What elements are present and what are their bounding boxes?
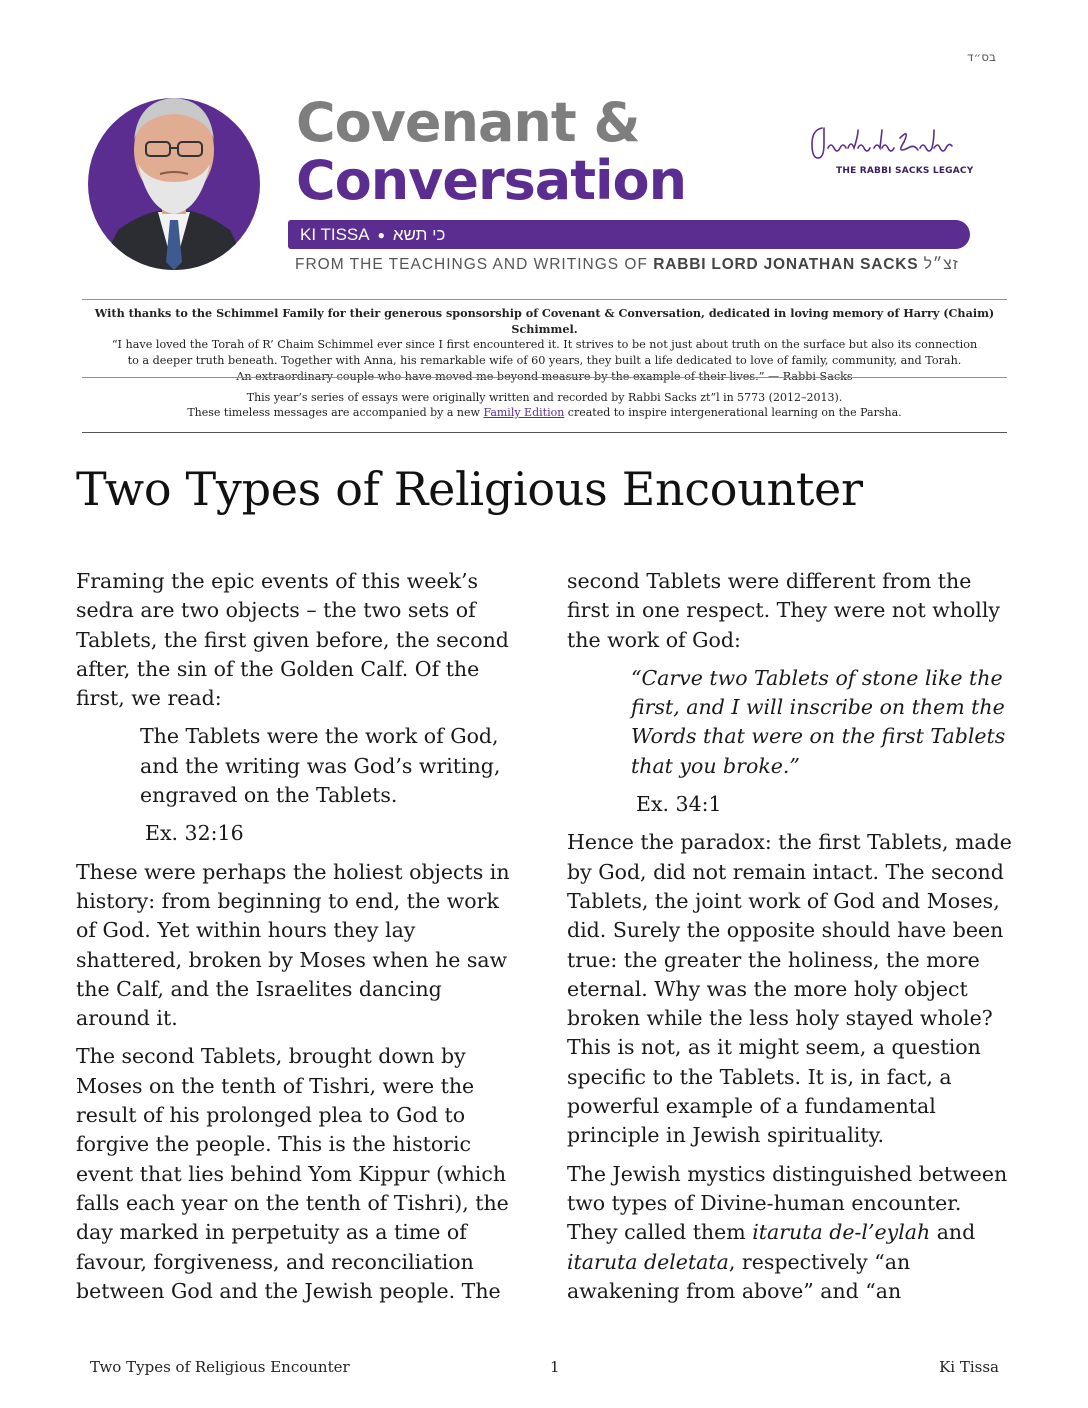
- article-column-right: [567, 567, 1012, 1315]
- sponsor-line-2: “I have loved the Torah of R’ Chaim Schimmel ever since I first encountered it. It strives to be not just about truth on the surface but also its connection: [111, 338, 978, 351]
- sponsor-dedication: [82, 305, 1007, 385]
- paragraph: Hence the paradox: the first Tablets, made by God, did not remain intact. The second Tablets, the joint work of God and Moses, did. Surely the opposite should have been true: the greater the holiness, the more eternal. Why was the more holy object broken while the less holy stayed whole? This is not, as it might seem, a question specific to the Tablets. It is, in fact, a powerful example of a fundamental principle in Jewish spirituality.: [567, 830, 1012, 1148]
- teachings-author: RABBI LORD JONATHAN SACKS: [653, 256, 919, 273]
- series-line-1: This year’s series of essays were originally written and recorded by Rabbi Sacks zt”l in 5773 (2012–2013).: [246, 391, 843, 404]
- footer-parsha: Ki Tissa: [939, 1358, 999, 1376]
- footer-title: Two Types of Religious Encounter: [90, 1358, 350, 1376]
- series-line-2-after: created to inspire intergenerational learning on the Parsha.: [567, 406, 902, 419]
- parsha-name-hebrew: כי תשא: [392, 224, 446, 244]
- brand-title-line1: Covenant &: [296, 91, 640, 154]
- rabbi-portrait-image: [88, 90, 262, 270]
- block-quote: “Carve two Tablets of stone like the first, and I will inscribe on them the Words that were on the first Tablets that you broke.”: [631, 665, 1006, 778]
- paragraph: Framing the epic events of this week’s sedra are two objects – the two sets of Tablets, the first given before, the second after, the sin of the Golden Calf. Of the first, we read:: [76, 569, 509, 711]
- divider-bottom: [82, 432, 1007, 433]
- parsha-name-english: KI TISSA: [300, 224, 370, 244]
- block-quote: The Tablets were the work of God, and the writing was God’s writing, engraved on the Tablets.: [140, 724, 501, 808]
- hebrew-term: itaruta deletata: [567, 1249, 729, 1274]
- paragraph: [567, 1160, 1012, 1306]
- hebrew-term: itaruta de-l’eylah: [752, 1220, 931, 1245]
- paragraph: The second Tablets, brought down by Moses on the tenth of Tishri, were the result of his prolonged plea to God to forgive the people. This is the historic event that lies behind Yom Kippur (which falls each year on the tenth of Tishri), the day marked in perpetuity as a time of favour, forgiveness, and reconciliation between God and the Jewish people. The: [76, 1044, 509, 1303]
- paragraph-text: , respectively “an awakening from above” and “an: [567, 1249, 911, 1303]
- paragraph: second Tablets were different from the first in one respect. They were not wholly the work of God:: [567, 569, 1000, 652]
- parsha-separator-dot: ●: [377, 227, 385, 242]
- quote-citation: Ex. 34:1: [636, 792, 722, 817]
- series-line-2: [82, 405, 1007, 420]
- article-column-left: [76, 567, 521, 1315]
- article-title: Two Types of Religious Encounter: [76, 462, 863, 516]
- quote-citation: Ex. 32:16: [145, 821, 244, 846]
- bsd-mark: בס״ד: [966, 50, 996, 64]
- family-edition-link[interactable]: Family Edition: [483, 406, 565, 419]
- jonathan-sacks-signature-logo: [808, 124, 958, 162]
- page-number: 1: [550, 1358, 560, 1376]
- paragraph-text: and: [930, 1220, 976, 1245]
- teachings-honorific: זצ״ל: [923, 256, 959, 273]
- divider-middle: [82, 377, 1007, 378]
- paragraph: These were perhaps the holiest objects in history: from beginning to end, the work of God. Yet within hours they lay shattered, broken by Moses when he saw the Calf, and the Israelites dancing around it.: [76, 859, 510, 1031]
- sponsor-line-4: An extraordinary couple who have moved me beyond measure by the example of their lives.” — Rabbi Sacks: [236, 370, 853, 383]
- brand-title-line2: Conversation: [296, 149, 687, 212]
- series-note: [82, 390, 1007, 420]
- sponsor-line-1: With thanks to the Schimmel Family for their generous sponsorship of Covenant & Conversation, dedicated in loving memory of Harry (Chaim) Schimmel.: [94, 306, 995, 336]
- series-line-2-before: These timeless messages are accompanied by a new: [187, 406, 480, 419]
- paragraph-text: The Jewish mystics distinguished between two types of Divine-human encounter. They called them: [567, 1161, 1008, 1245]
- sponsor-line-3: to a deeper truth beneath. Together with Anna, his remarkable wife of 60 years, they built a life dedicated to love of family, community, and Torah.: [127, 354, 962, 367]
- teachings-prefix: FROM THE TEACHINGS AND WRITINGS OF: [295, 256, 648, 273]
- brand-title: [296, 91, 687, 212]
- divider-top: [82, 299, 1007, 300]
- rabbi-sacks-legacy-label: THE RABBI SACKS LEGACY: [836, 166, 974, 176]
- teachings-subtitle: [295, 256, 959, 274]
- parsha-banner: [288, 220, 970, 249]
